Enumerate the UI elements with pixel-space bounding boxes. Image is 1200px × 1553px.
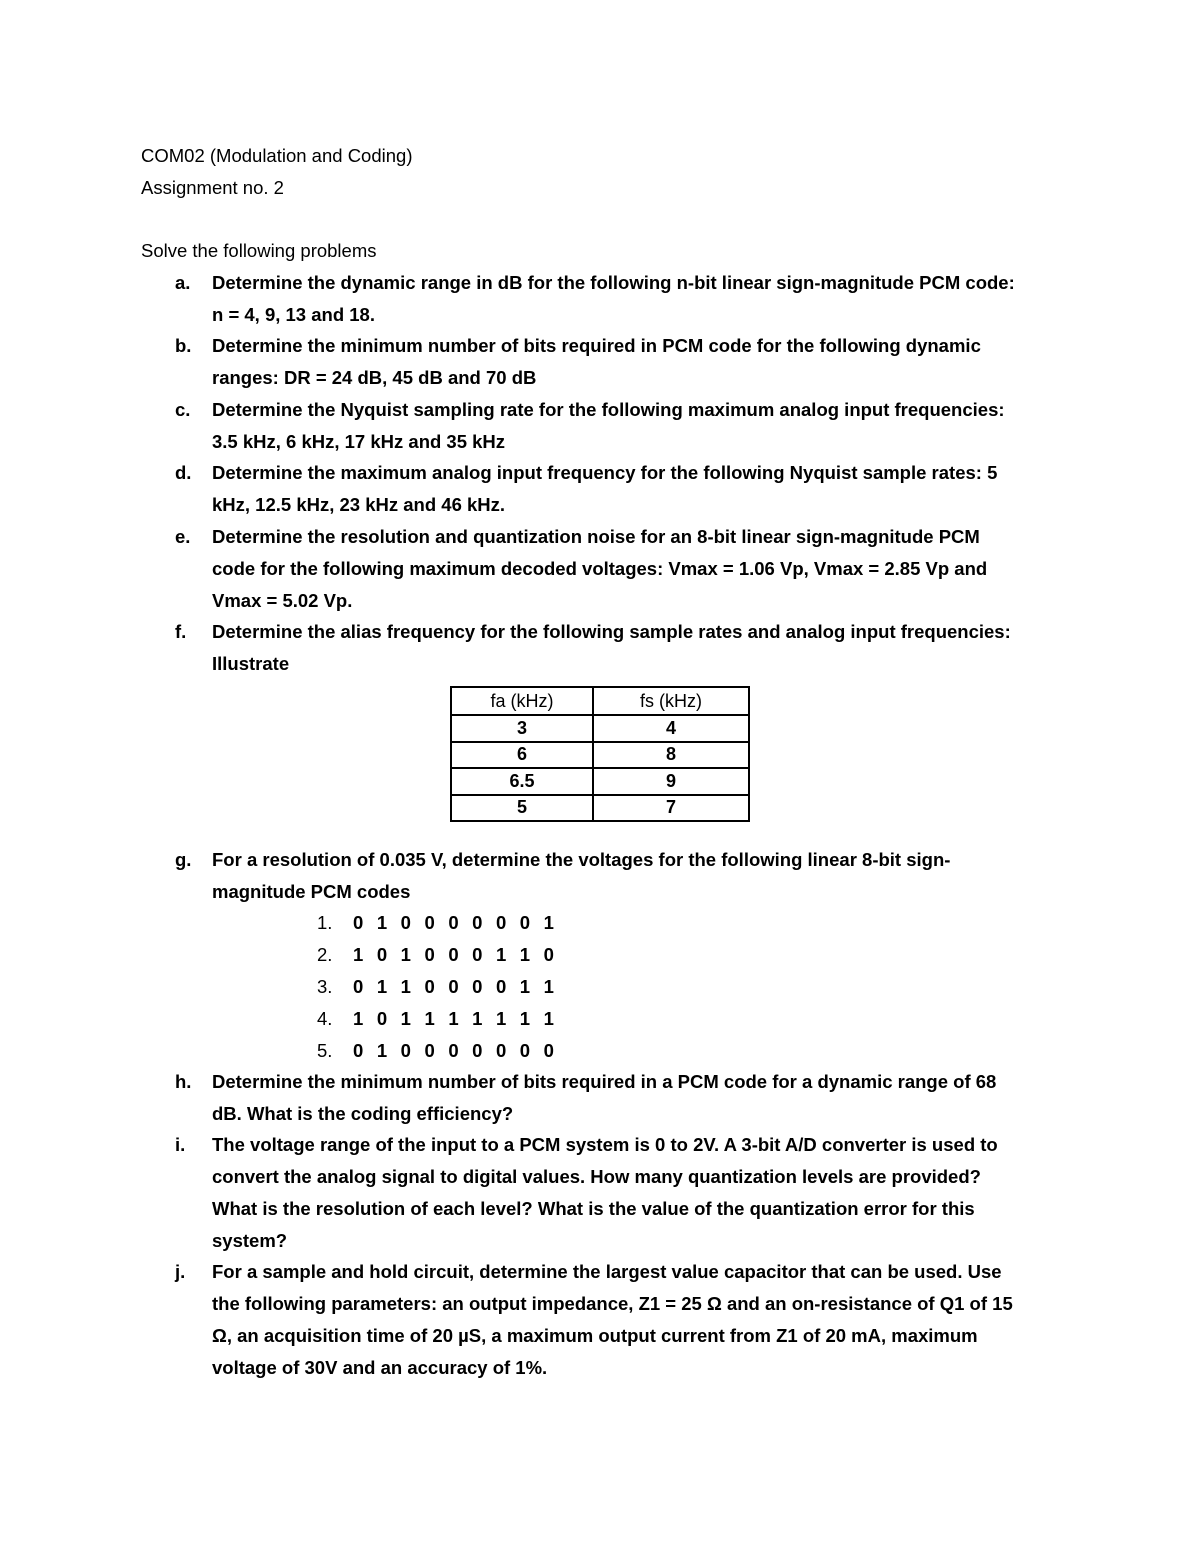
problem-line: For a resolution of 0.035 V, determine the voltages for the following linear 8-bit sign-	[212, 849, 951, 870]
problem-line: Illustrate	[212, 653, 290, 674]
table-cell: 5	[451, 795, 593, 822]
problem-line: n = 4, 9, 13 and 18.	[212, 304, 375, 325]
problem-letter: b.	[175, 335, 192, 356]
assignment-number: Assignment no. 2	[141, 177, 284, 198]
problem-line: What is the resolution of each level? What is the value of the quantization error for this	[212, 1198, 975, 1219]
problem-letter: i.	[175, 1134, 186, 1155]
pcm-code: 0 1 0 0 0 0 0 0 0	[353, 1040, 559, 1061]
problem-letter: a.	[175, 272, 191, 293]
table-cell: 6.5	[451, 768, 593, 795]
pcm-code: 0 1 1 0 0 0 0 1 1	[353, 976, 559, 997]
list-number: 2.	[317, 944, 333, 965]
problem-line: kHz, 12.5 kHz, 23 kHz and 46 kHz.	[212, 494, 506, 515]
list-number: 5.	[317, 1040, 333, 1061]
problem-line: dB. What is the coding efficiency?	[212, 1103, 514, 1124]
problem-line: ranges: DR = 24 dB, 45 dB and 70 dB	[212, 367, 537, 388]
problem-line: Determine the maximum analog input frequency for the following Nyquist sample rates: 5	[212, 462, 998, 483]
problem-line: Determine the Nyquist sampling rate for the following maximum analog input frequencies:	[212, 399, 1005, 420]
problem-line: The voltage range of the input to a PCM system is 0 to 2V. A 3-bit A/D converter is used to	[212, 1134, 998, 1155]
problem-letter: e.	[175, 526, 191, 547]
problem-letter: g.	[175, 849, 192, 870]
problem-line: 3.5 kHz, 6 kHz, 17 kHz and 35 kHz	[212, 431, 506, 452]
problem-letter: j.	[175, 1261, 186, 1282]
table-row	[451, 715, 749, 742]
pcm-code: 0 1 0 0 0 0 0 0 1	[353, 912, 559, 933]
problem-line: Determine the alias frequency for the following sample rates and analog input frequencies:	[212, 621, 1011, 642]
table-cell: 4	[593, 715, 749, 742]
problem-line: Determine the dynamic range in dB for the following n-bit linear sign-magnitude PCM code:	[212, 272, 1015, 293]
table-row	[451, 742, 749, 769]
instructions: Solve the following problems	[141, 240, 377, 261]
problem-line: convert the analog signal to digital values. How many quantization levels are provided?	[212, 1166, 981, 1187]
problem-line: the following parameters: an output impedance, Z1 = 25 Ω and an on-resistance of Q1 of 15	[212, 1293, 1013, 1314]
table-cell: 6	[451, 742, 593, 769]
table-cell: 3	[451, 715, 593, 742]
course-title: COM02 (Modulation and Coding)	[141, 145, 413, 166]
problem-line: Ω, an acquisition time of 20 µS, a maximum output current from Z1 of 20 mA, maximum	[212, 1325, 978, 1346]
frequency-table	[450, 686, 750, 822]
problem-line: magnitude PCM codes	[212, 881, 411, 902]
problem-line: Determine the resolution and quantization noise for an 8-bit linear sign-magnitude PCM	[212, 526, 980, 547]
problem-line: code for the following maximum decoded voltages: Vmax = 1.06 Vp, Vmax = 2.85 Vp and	[212, 558, 988, 579]
column-header-fa: fa (kHz)	[451, 687, 593, 715]
table-row	[451, 768, 749, 795]
problem-line: For a sample and hold circuit, determine the largest value capacitor that can be used. Use	[212, 1261, 1002, 1282]
problem-line: voltage of 30V and an accuracy of 1%.	[212, 1357, 548, 1378]
column-header-fs: fs (kHz)	[593, 687, 749, 715]
pcm-code: 1 0 1 1 1 1 1 1 1	[353, 1008, 559, 1029]
table-cell: 7	[593, 795, 749, 822]
list-number: 3.	[317, 976, 333, 997]
list-number: 1.	[317, 912, 333, 933]
problem-letter: h.	[175, 1071, 192, 1092]
problem-letter: f.	[175, 621, 187, 642]
table-header-row	[451, 687, 749, 715]
pcm-code: 1 0 1 0 0 0 1 1 0	[353, 944, 559, 965]
problem-line: system?	[212, 1230, 288, 1251]
problem-line: Vmax = 5.02 Vp.	[212, 590, 353, 611]
problem-letter: c.	[175, 399, 191, 420]
list-number: 4.	[317, 1008, 333, 1029]
table-row	[451, 795, 749, 822]
table-cell: 9	[593, 768, 749, 795]
table-cell: 8	[593, 742, 749, 769]
problem-line: Determine the minimum number of bits required in a PCM code for a dynamic range of 68	[212, 1071, 997, 1092]
problem-letter: d.	[175, 462, 192, 483]
problem-line: Determine the minimum number of bits required in PCM code for the following dynamic	[212, 335, 981, 356]
